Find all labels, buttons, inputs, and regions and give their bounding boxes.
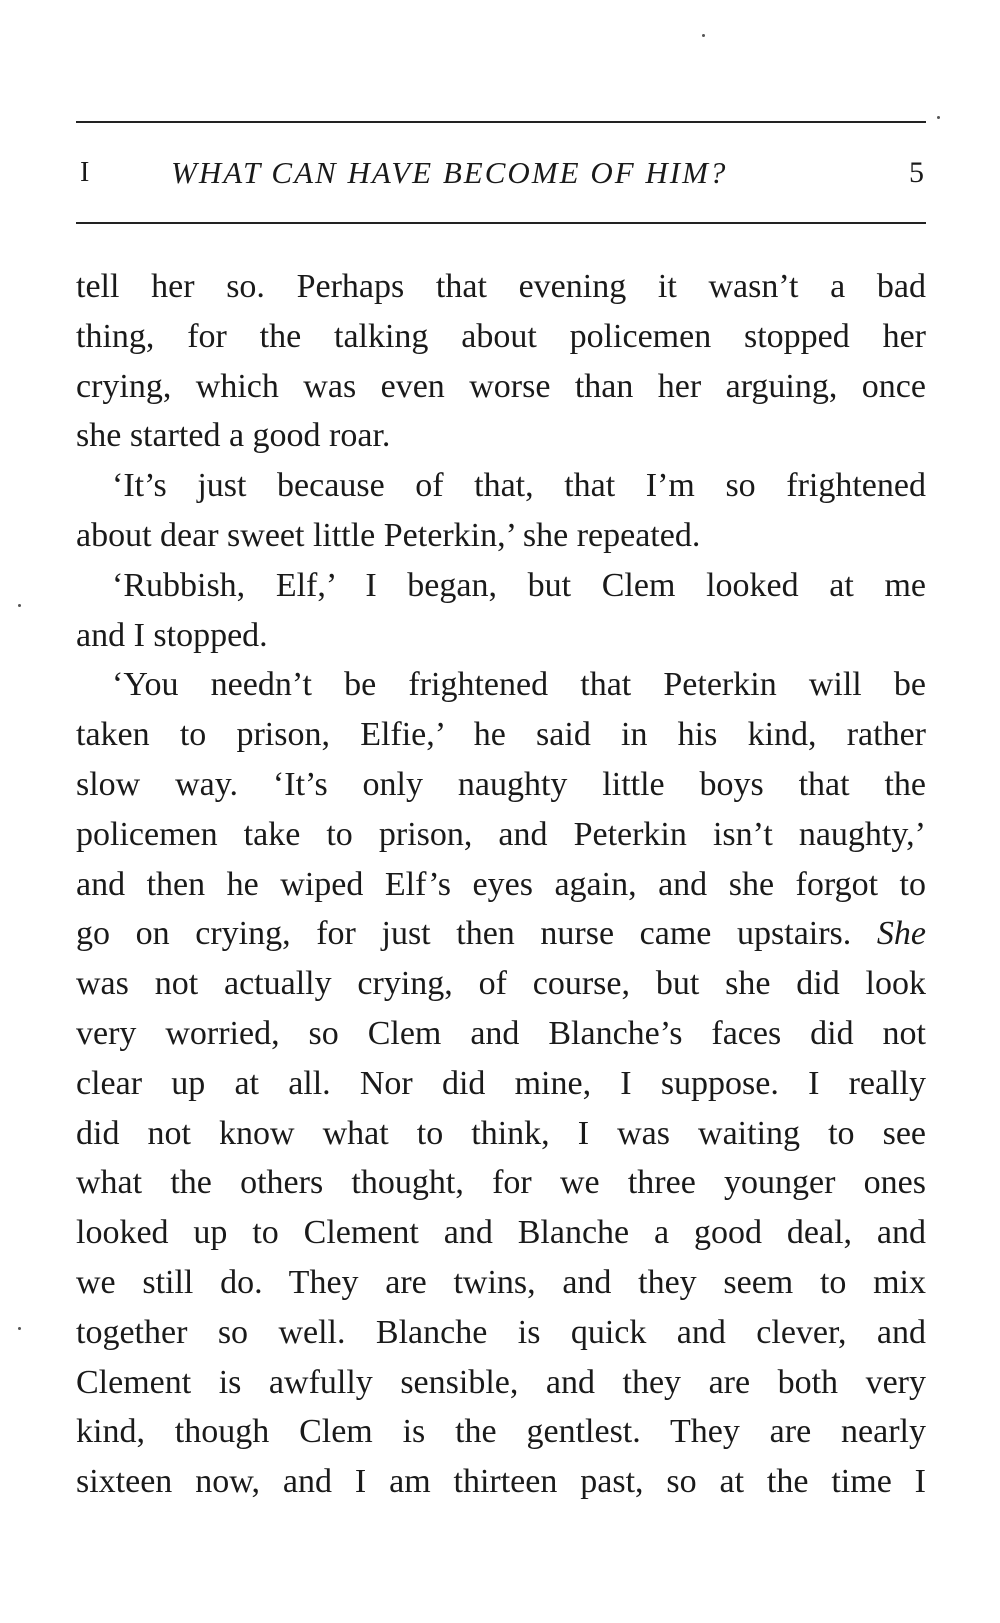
text-line: thing, for the talking about policemen stopped her bbox=[76, 317, 926, 355]
body-text bbox=[76, 262, 926, 1507]
text-line: Clement is awfully sensible, and they are both very bbox=[76, 1363, 926, 1401]
text-line: and I stopped. bbox=[76, 616, 268, 654]
running-head bbox=[76, 148, 926, 198]
text-line: clear up at all. Nor did mine, I suppose. I really bbox=[76, 1064, 926, 1102]
paper-speck bbox=[18, 604, 21, 607]
text-line: ‘You needn’t be frightened that Peterkin will be bbox=[112, 666, 926, 704]
text-line: did not know what to think, I was waiting to see bbox=[76, 1114, 926, 1152]
text-line: kind, though Clem is the gentlest. They are nearly bbox=[76, 1413, 926, 1451]
text-line: was not actually crying, of course, but she did look bbox=[76, 965, 926, 1003]
header-rule-bottom bbox=[76, 222, 926, 224]
paper-speck bbox=[702, 34, 705, 37]
text-line: slow way. ‘It’s only naughty little boys that the bbox=[76, 765, 926, 803]
text-line: sixteen now, and I am thirteen past, so at the time I bbox=[76, 1463, 926, 1501]
header-rule-top bbox=[76, 121, 926, 123]
text-line: looked up to Clement and Blanche a good deal, and bbox=[76, 1214, 926, 1252]
text-line: she started a good roar. bbox=[76, 417, 391, 455]
paper-speck bbox=[937, 116, 940, 119]
chapter-number: I bbox=[80, 157, 90, 188]
text-line: crying, which was even worse than her arguing, once bbox=[76, 367, 926, 405]
text-line: taken to prison, Elfie,’ he said in his kind, rather bbox=[76, 716, 926, 754]
text-line: policemen take to prison, and Peterkin isn’t naughty,’ bbox=[76, 815, 926, 853]
text-line: we still do. They are twins, and they seem to mix bbox=[76, 1263, 926, 1301]
text-line: ‘It’s just because of that, that I’m so frightened bbox=[112, 467, 926, 505]
text-line: what the others thought, for we three younger ones bbox=[76, 1164, 926, 1202]
text-line: ‘Rubbish, Elf,’ I began, but Clem looked at me bbox=[112, 566, 926, 604]
text-line: tell her so. Perhaps that evening it wasn’t a bad bbox=[76, 268, 926, 305]
text-line-segment: go on crying, for just then nurse came upstairs. bbox=[76, 915, 852, 953]
text-line-with-italic bbox=[76, 909, 926, 959]
italic-word: She bbox=[876, 915, 927, 953]
running-title: WHAT CAN HAVE BECOME OF HIM? bbox=[171, 155, 728, 190]
page-number: 5 bbox=[909, 156, 924, 189]
text-line: and then he wiped Elf’s eyes again, and she forgot to bbox=[76, 865, 926, 903]
text-line: together so well. Blanche is quick and clever, and bbox=[76, 1313, 926, 1351]
paper-speck bbox=[18, 1327, 21, 1330]
text-line: very worried, so Clem and Blanche’s faces did not bbox=[76, 1014, 926, 1052]
text-line: about dear sweet little Peterkin,’ she repeated. bbox=[76, 516, 701, 554]
